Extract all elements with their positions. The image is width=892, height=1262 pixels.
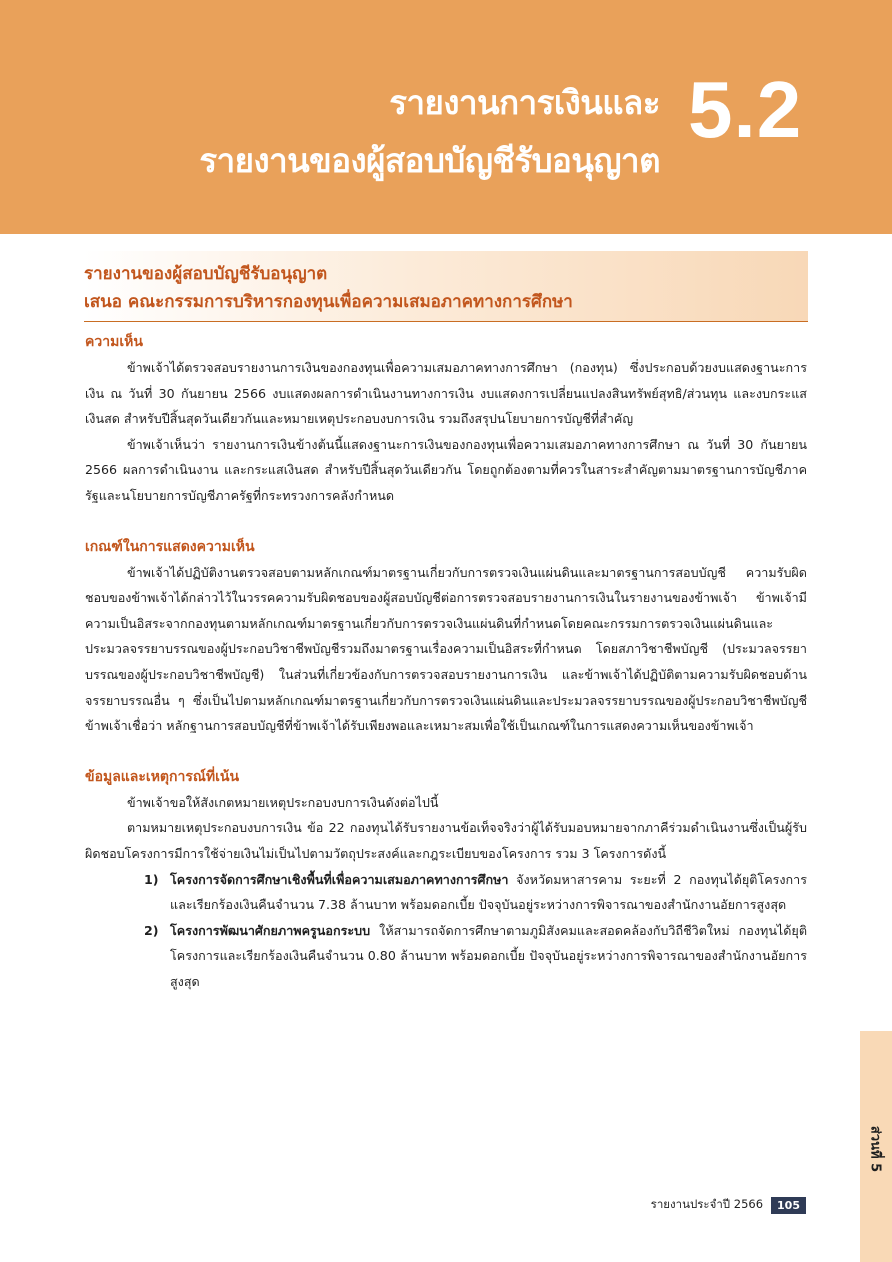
opinion-paragraph: ข้าพเจ้าเห็นว่า รายงานการเงินข้างต้นนี้แสดงฐานะการเงินของกองทุนเพื่อความเสมอภาคทางการศึกษา ณ วันที่ 30 กันยายน 2566 ผลการดำเนินงาน และกระแสเงินสด สำหรับปีสิ้นสุดวันเดียวกัน โดยถูกต้องตามที่ควรในสาระสำคัญตามมาตรฐานการบัญชีภาครัฐและนโยบายการบัญชีภาครัฐที่กระทรวงการคลังกำหนด xyxy=(85,436,807,503)
list-item xyxy=(144,918,807,995)
section-side-tab xyxy=(860,1031,892,1262)
project-name: โครงการพัฒนาศักยภาพครูนอกระบบ xyxy=(170,922,371,938)
project-list xyxy=(85,867,807,995)
basis-heading: เกณฑ์ในการแสดงความเห็น xyxy=(85,538,255,555)
basis-paragraph: ข้าพเจ้าได้ปฏิบัติงานตรวจสอบตามหลักเกณฑ์มาตรฐานเกี่ยวกับการตรวจเงินแผ่นดินและมาตรฐานการสอบบัญชี ความรับผิดชอบของข้าพเจ้าได้กล่าวไว้ในวรรคความรับผิดชอบของผู้สอบบัญชีต่อการตรวจสอบรายงานการเงินในรายงานของข้าพเจ้า ข้าพเจ้ามีความเป็นอิสระจากกองทุนตามหลักเกณฑ์มาตรฐานเกี่ยวกับการตรวจเงินแผ่นดินที่กำหนดโดยคณะกรรมการตรวจเงินแผ่นดินและประมวลจรรยาบรรณของผู้ประกอบวิชาชีพบัญชีรวมถึงมาตรฐานเรื่องความเป็นอิสระที่กำหนด โดยสภาวิชาชีพบัญชี (ประมวลจรรยาบรรณของผู้ประกอบวิชาชีพบัญชี) ในส่วนที่เกี่ยวข้องกับการตรวจสอบรายงานการเงิน และข้าพเจ้าได้ปฏิบัติตามความรับผิดชอบด้านจรรยาบรรณอื่น ๆ ซึ่งเป็นไปตามหลักเกณฑ์มาตรฐานเกี่ยวกับการตรวจเงินแผ่นดินและประมวลจรรยาบรรณของผู้ประกอบวิชาชีพบัญชี ข้าพเจ้าเชื่อว่า หลักฐานการสอบบัญชีที่ข้าพเจ้าได้รับเพียงพอและเหมาะสมเพื่อใช้เป็นเกณฑ์ในการแสดงความเห็นของข้าพเจ้า xyxy=(85,564,807,734)
emphasis-section xyxy=(85,765,807,995)
list-item-number: 2) xyxy=(144,922,159,938)
report-addressee: เสนอ คณะกรรมการบริหารกองทุนเพื่อความเสมอภาคทางการศึกษา xyxy=(84,292,573,312)
report-title-box xyxy=(84,251,808,322)
chapter-title-line-1: รายงานการเงินและ xyxy=(389,83,660,122)
opinion-section xyxy=(85,330,807,509)
emphasis-heading: ข้อมูลและเหตุการณ์ที่เน้น xyxy=(85,768,240,785)
list-item-number: 1) xyxy=(144,871,159,887)
basis-section xyxy=(85,535,807,739)
side-tab-label: ส่วนที่ 5 xyxy=(867,1125,883,1173)
opinion-paragraph: ข้าพเจ้าได้ตรวจสอบรายงานการเงินของกองทุนเพื่อความเสมอภาคทางการศึกษา (กองทุน) ซึ่งประกอบด้วยงบแสดงฐานะการเงิน ณ วันที่ 30 กันยายน 2566 งบแสดงผลการดำเนินงานทางการเงิน งบแสดงการเปลี่ยนแปลงสินทรัพย์สุทธิ/ส่วนทุน และงบกระแสเงินสด สำหรับปีสิ้นสุดวันเดียวกันและหมายเหตุประกอบงบการเงิน รวมถึงสรุปนโยบายการบัญชีที่สำคัญ xyxy=(85,360,807,427)
emphasis-intro: ข้าพเจ้าขอให้สังเกตหมายเหตุประกอบงบการเงินดังต่อไปนี้ xyxy=(127,794,439,810)
emphasis-paragraph: ตามหมายเหตุประกอบงบการเงิน ข้อ 22 กองทุนได้รับรายงานข้อเท็จจริงว่าผู้ได้รับมอบหมายจากภาคีร่วมดำเนินงานซึ่งเป็นผู้รับผิดชอบโครงการมีการใช้จ่ายเงินไม่เป็นไปตามวัตถุประสงค์และกฎระเบียบของโครงการ รวม 3 โครงการดังนี้ xyxy=(85,820,807,861)
project-detail: จังหวัดมหาสารคาม ระยะที่ 2 กองทุนได้ยุติโครงการและเรียกร้องเงินคืนจำนวน 7.38 ล้านบาท พร้อมดอกเบี้ย ปัจจุบันอยู่ระหว่างการพิจารณาของสำนักงานอัยการสูงสุด xyxy=(170,871,807,913)
section-number: 5.2 xyxy=(688,65,803,154)
list-item xyxy=(144,867,807,918)
footer-report-label: รายงานประจำปี 2566 xyxy=(650,1197,764,1211)
report-title: รายงานของผู้สอบบัญชีรับอนุญาต xyxy=(84,264,328,284)
header-band xyxy=(0,0,892,234)
project-detail: ให้สามารถจัดการศึกษาตามภูมิสังคมและสอดคล้องกับวิถีชีวิตใหม่ กองทุนได้ยุติโครงการและเรียกร้องเงินคืนจำนวน 0.80 ล้านบาท พร้อมดอกเบี้ย ปัจจุบันอยู่ระหว่างการพิจารณาของสำนักงานอัยการสูงสุด xyxy=(170,922,807,989)
page-number: 105 xyxy=(771,1197,806,1214)
report-body xyxy=(85,330,807,994)
opinion-heading: ความเห็น xyxy=(85,334,143,350)
chapter-title-line-2: รายงานของผู้สอบบัญชีรับอนุญาต xyxy=(199,141,660,180)
page-footer xyxy=(651,1196,806,1214)
project-name: โครงการจัดการศึกษาเชิงพื้นที่เพื่อความเสมอภาคทางการศึกษา xyxy=(170,871,509,887)
